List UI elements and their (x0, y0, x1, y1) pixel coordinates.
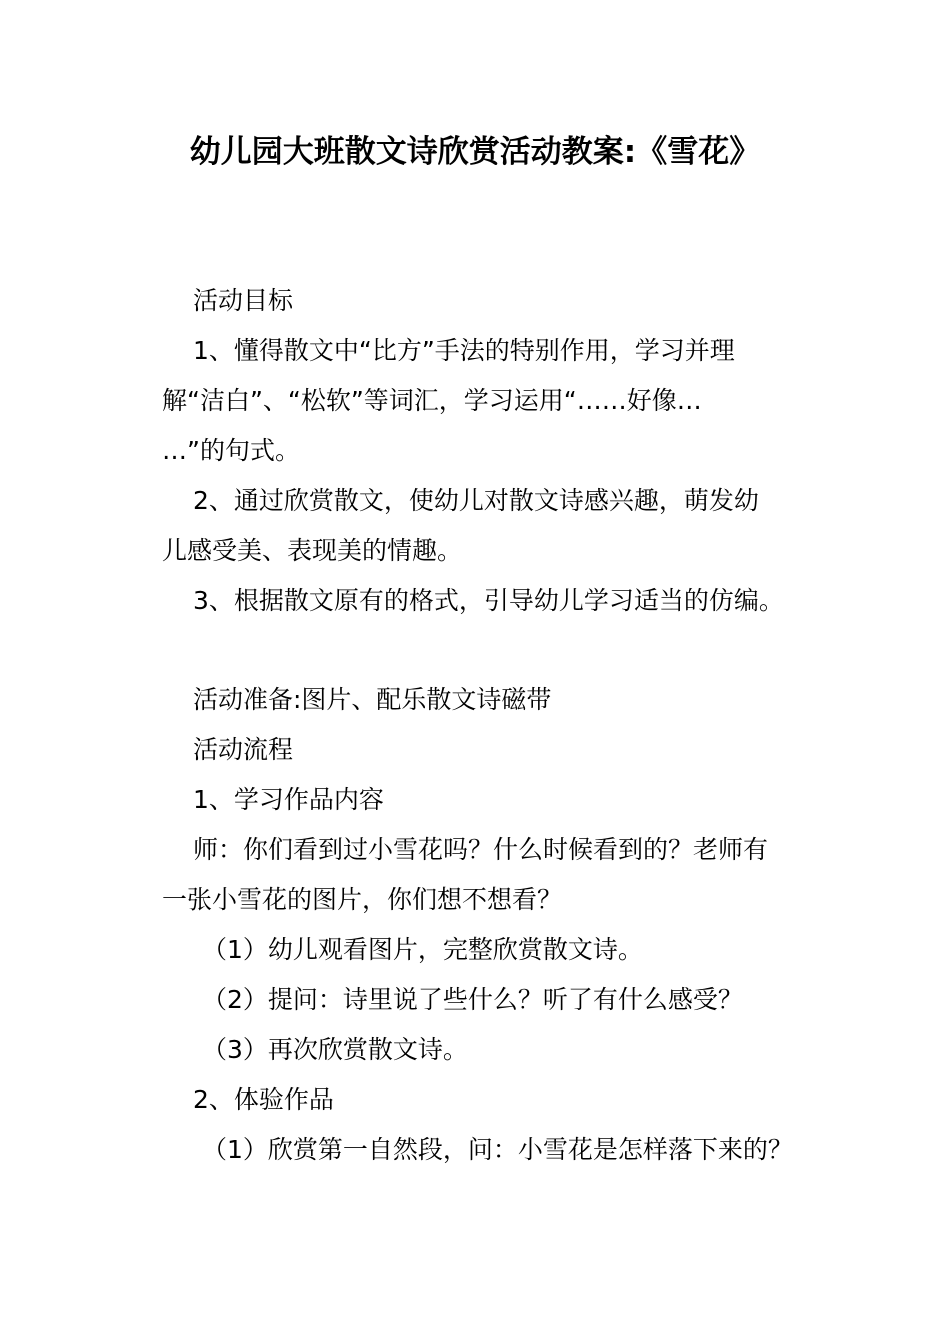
document-body (162, 276, 793, 1175)
preparation-line: 活动准备:图片、配乐散文诗磁带 (193, 685, 552, 714)
section-spacer (162, 626, 782, 675)
step-2-substep-1: （1）欣赏第一自然段，问：小雪花是怎样落下来的？ (202, 1135, 793, 1164)
step-1-substep-3: （3）再次欣赏散文诗。 (202, 1035, 468, 1064)
step-1-heading: 1、学习作品内容 (193, 785, 384, 814)
teacher-line-1: 师：你们看到过小雪花吗？什么时候看到的？老师有 (193, 835, 769, 864)
goal-2-line-2: 儿感受美、表现美的情趣。 (162, 536, 463, 565)
document-title: 幼儿园大班散文诗欣赏活动教案:《雪花》 (189, 134, 761, 170)
goal-2-line-1: 2、通过欣赏散文，使幼儿对散文诗感兴趣，萌发幼 (193, 486, 759, 515)
goal-1-line-2: 解“洁白”、“松软”等词汇，学习运用“……好像… (162, 386, 702, 415)
process-heading: 活动流程 (193, 735, 294, 764)
step-2-heading: 2、体验作品 (193, 1085, 334, 1114)
step-1-substep-1: （1）幼儿观看图片，完整欣赏散文诗。 (202, 935, 643, 964)
step-1-substep-2: （2）提问：诗里说了些什么？听了有什么感受？ (202, 985, 743, 1014)
goal-1-line-1: 1、懂得散文中“比方”手法的特别作用，学习并理 (193, 336, 735, 365)
goal-3: 3、根据散文原有的格式，引导幼儿学习适当的仿编。 (193, 586, 784, 615)
teacher-line-2: 一张小雪花的图片，你们想不想看？ (162, 885, 563, 914)
goals-heading: 活动目标 (193, 286, 294, 315)
goal-1-line-3: …”的句式。 (162, 436, 300, 465)
